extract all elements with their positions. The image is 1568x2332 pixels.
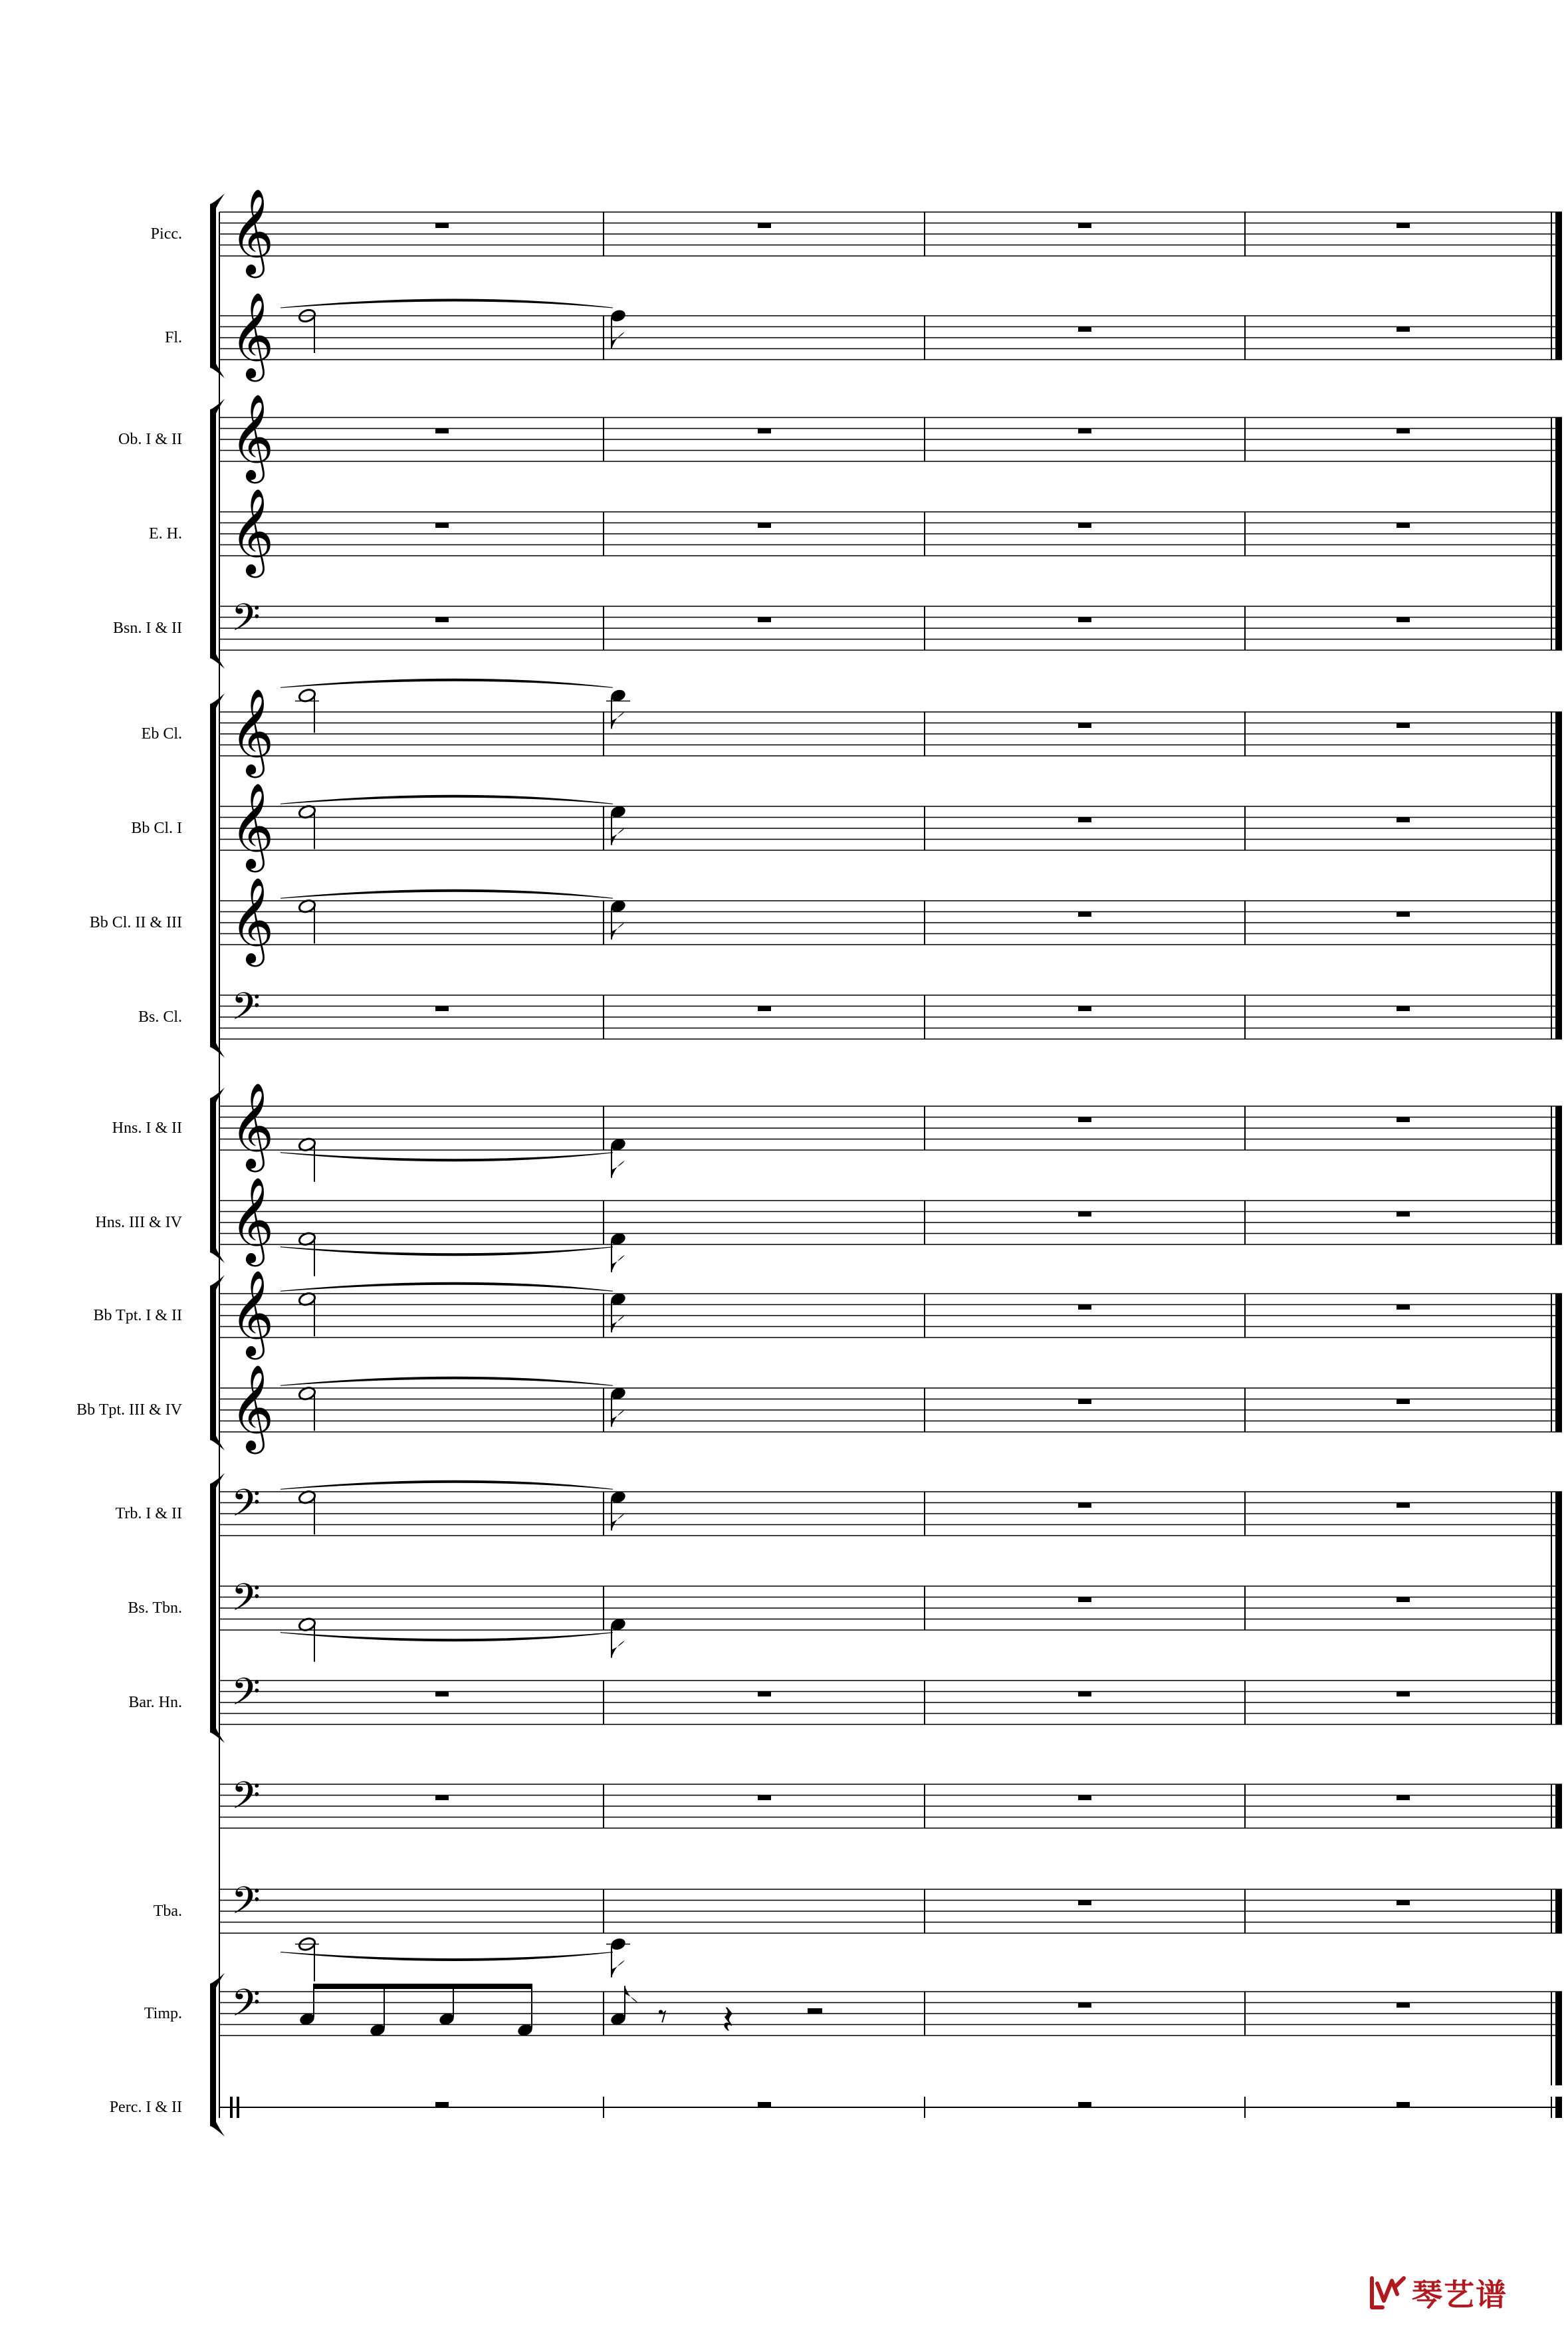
treble-clef-icon: 𝄞 [230,1364,275,1451]
instrument-label-eh: E. H. [149,525,182,542]
final-barline-thick [1555,1992,1562,2036]
treble-clef-icon: 𝄞 [230,188,275,275]
watermark-icon [1368,2274,1408,2311]
bass-clef-icon: 𝄢 [231,1576,261,1629]
note-flag [612,1255,625,1272]
bracket-group [210,693,1562,1058]
whole-rest [1078,1399,1091,1404]
instrument-label-hn34: Hns. III & IV [95,1214,182,1231]
whole-rest [1397,1597,1410,1602]
whole-rest [1078,1502,1091,1508]
whole-rest [1397,428,1410,433]
final-barline-thick [1555,1150,1562,1201]
note-flag [612,1960,625,1978]
instrument-label-hn12: Hns. I & II [112,1119,182,1137]
percussion-clef-icon [237,2097,239,2118]
whole-rest [1078,428,1091,433]
whole-rest [1078,1691,1091,1696]
final-barline-thick [1555,556,1562,606]
staff-unl [219,1774,1562,1828]
final-barline-thick [1555,1492,1562,1536]
half-rest [808,2008,822,2014]
whole-rest [758,1795,771,1800]
final-barline-thick [1555,1201,1562,1244]
final-barline-thick [1555,1388,1562,1432]
final-barline-thick [1555,417,1562,461]
staff-fl [219,292,1562,382]
bass-clef-icon: 𝄢 [231,985,261,1038]
instrument-label-bbcl1: Bb Cl. I [131,820,182,837]
staff-barhn [219,1671,1562,1724]
note-flag [612,1641,625,1658]
whole-rest [1397,817,1410,822]
bracket-group [210,1973,1562,2137]
whole-rest [1078,2102,1091,2107]
bracket-group [210,1275,1562,1451]
tie [280,889,613,898]
note-flag [612,332,625,349]
bass-clef-icon: 𝄢 [231,1879,261,1932]
whole-rest [1397,617,1410,622]
whole-rest [435,1795,449,1800]
tie [280,1377,613,1385]
treble-clef-icon: 𝄞 [230,877,275,963]
instrument-label-trb: Trb. I & II [115,1505,182,1522]
staff-tba [219,1879,1562,1933]
treble-clef-icon: 𝄞 [230,1177,275,1263]
bracket-bar [210,1286,216,1440]
instrument-label-tba: Tba. [153,1903,182,1920]
staff-ebcl [219,688,1562,778]
whole-rest [1078,1304,1091,1310]
tie [280,1480,613,1489]
instrument-label-bsn: Bsn. I & II [113,620,182,637]
watermark-text: 琴艺谱 [1412,2277,1508,2313]
staff-timp [219,1982,1562,2036]
whole-rest [1397,223,1410,228]
whole-rest [1078,1211,1091,1217]
treble-clef-icon: 𝄞 [230,394,275,480]
treble-clef-icon: 𝄞 [230,688,275,774]
final-barline-thick [1555,1294,1562,1338]
eighth-rest: 𝄾 [658,1997,667,2037]
tie [280,1153,613,1161]
whole-rest [1397,1117,1410,1122]
final-barline-thick [1555,756,1562,806]
tie [280,1282,613,1291]
staff-system [210,188,1562,2137]
final-barline-thick [1555,2036,1562,2085]
instrument-label-bscl: Bs. Cl. [138,1008,182,1026]
whole-rest [758,617,771,622]
note-flag [612,1315,625,1332]
bass-clef-icon: 𝄢 [231,1774,261,1827]
tie [280,795,613,804]
treble-clef-icon: 𝄞 [230,782,275,869]
whole-rest [435,428,449,433]
whole-rest [1397,523,1410,528]
staff-bstbn [219,1576,1562,1630]
whole-rest [1397,326,1410,332]
note-flag [612,1161,625,1178]
treble-clef-icon: 𝄞 [230,1270,275,1356]
bass-clef-icon: 𝄢 [231,596,261,649]
whole-rest [1397,1211,1410,1217]
tie [280,299,613,308]
final-barline-thick [1555,256,1562,316]
note-flag [612,922,625,939]
final-barline-thick [1555,1586,1562,1630]
note-flag [612,1513,625,1530]
whole-rest [1078,1900,1091,1905]
instrument-label-barhn: Bar. Hn. [128,1694,182,1711]
quarter-rest: 𝄽 [722,1997,734,2043]
treble-clef-icon: 𝄞 [230,1082,275,1169]
whole-rest [1397,1900,1410,1905]
whole-rest [1078,326,1091,332]
final-barline-thick [1555,461,1562,512]
bracket-group [210,1088,1562,1263]
instrument-label-picc: Picc. [150,225,182,243]
bracket-bar [210,1984,216,2126]
final-barline-thick [1555,712,1562,756]
whole-rest [1397,723,1410,728]
whole-rest [1078,1006,1091,1011]
whole-rest [1078,1117,1091,1122]
bracket-bar [210,1484,216,1732]
whole-rest [758,523,771,528]
whole-rest [1397,1399,1410,1404]
whole-rest [758,428,771,433]
whole-rest [1397,2002,1410,2008]
whole-rest [435,2102,449,2107]
whole-rest [1397,1304,1410,1310]
final-barline-thick [1555,1536,1562,1586]
final-barline-thick [1555,512,1562,556]
whole-rest [435,617,449,622]
bracket-bar [210,409,216,658]
tie [280,1247,613,1256]
instrument-label-bstbn: Bs. Tbn. [128,1599,182,1617]
treble-clef-icon: 𝄞 [230,292,275,378]
whole-rest [1397,1006,1410,1011]
final-barline-thick [1555,1889,1562,1933]
whole-rest [435,1006,449,1011]
staff-bscl [219,985,1562,1039]
whole-rest [1397,2102,1410,2107]
whole-rest [1397,1502,1410,1508]
note-flag [612,1409,625,1427]
whole-rest [435,1691,449,1696]
bracket-bar [210,204,216,368]
whole-rest [1078,817,1091,822]
final-barline-thick [1555,212,1562,256]
staff-trb [219,1482,1562,1536]
tie [280,1952,613,1961]
whole-rest [1078,911,1091,917]
final-barline-thick [1555,316,1562,360]
whole-rest [1078,1795,1091,1800]
bass-clef-icon: 𝄢 [231,1671,261,1723]
final-barline-thick [1555,995,1562,1039]
bracket-bar [210,704,216,1047]
notation-layer [280,223,1410,2107]
bass-clef-icon: 𝄢 [231,1482,261,1534]
final-barline-thick [1555,1681,1562,1724]
staff-ob [219,394,1562,484]
final-barline-thick [1555,1784,1562,1828]
final-barline-thick [1555,901,1562,945]
whole-rest [1078,523,1091,528]
whole-rest [1078,723,1091,728]
whole-rest [1397,911,1410,917]
tie [280,679,613,687]
whole-rest [1078,223,1091,228]
staff-picc [219,188,1562,279]
whole-rest [1078,2002,1091,2008]
percussion-clef-icon [230,2097,233,2118]
bracket-bar [210,1098,216,1252]
final-barline-thick [1555,945,1562,995]
bass-clef-icon: 𝄢 [231,1982,261,2034]
whole-rest [1397,1795,1410,1800]
final-barline-thick [1555,1338,1562,1388]
staff-perc [219,2097,1562,2118]
whole-rest [758,2102,771,2107]
whole-rest [758,1006,771,1011]
instrument-label-ob: Ob. I & II [118,431,182,448]
instrument-label-bbcl23: Bb Cl. II & III [89,914,182,931]
whole-rest [1078,1597,1091,1602]
instrument-label-tpt34: Bb Tpt. III & IV [76,1401,182,1419]
instrument-label-tpt12: Bb Tpt. I & II [93,1307,182,1324]
instrument-label-timp: Timp. [144,2005,182,2022]
treble-clef-icon: 𝄞 [230,488,275,574]
final-barline-thick [1555,850,1562,901]
whole-rest [758,1691,771,1696]
whole-rest [758,223,771,228]
note-flag [612,828,625,845]
instrument-label-fl: Fl. [164,329,182,346]
instrument-label-perc: Perc. I & II [109,2099,182,2116]
final-barline-thick [1555,2097,1562,2118]
tie [280,1633,613,1641]
staff-eh [219,488,1562,578]
final-barline-thick [1555,1106,1562,1150]
whole-rest [435,523,449,528]
whole-rest [1397,1691,1410,1696]
final-barline-thick [1555,806,1562,850]
watermark-logo [1368,2272,1508,2313]
final-barline-thick [1555,606,1562,650]
whole-rest [435,223,449,228]
bracket-group [210,193,1562,378]
final-barline-thick [1555,1630,1562,1681]
whole-rest [1078,617,1091,622]
instrument-label-ebcl: Eb Cl. [141,725,182,743]
note-beam [313,1984,532,1989]
note-flag [612,711,625,729]
staff-bsn [219,596,1562,650]
note-flag [625,1986,638,2003]
